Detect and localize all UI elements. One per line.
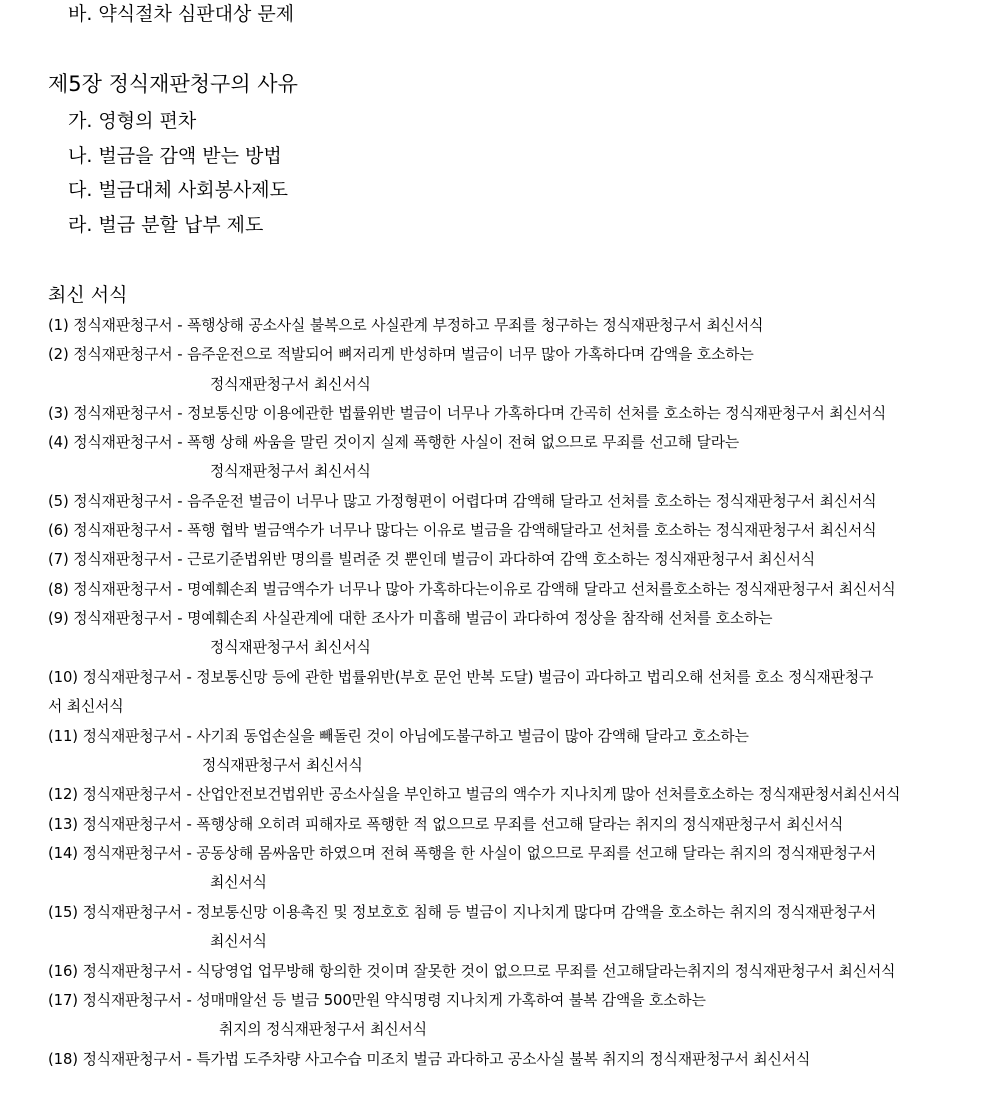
form-line: (2) 정식재판청구서 - 음주운전으로 적발되어 뼈저리게 반성하며 벌금이 너무 많아 가혹하다며 감액을 호소하는 [48,346,754,363]
form-line: (14) 정식재판청구서 - 공동상해 몸싸움만 하였으며 전혀 폭행을 한 사실이 없으므로 무죄를 선고해 달라는 취지의 정식재판청구서 [48,845,877,862]
form-line-continuation: 정식재판청구서 최신서식 [210,376,371,393]
form-line: (17) 정식재판청구서 - 성매매알선 등 벌금 500만원 약식명령 지나치게 가혹하여 불복 감액을 호소하는 [48,992,706,1009]
form-line: (5) 정식재판청구서 - 음주운전 벌금이 너무나 많고 가정형편이 어렵다며 감액해 달라고 선처를 호소하는 정식재판청구서 최신서식 [48,493,877,510]
form-line-continuation: 정식재판청구서 최신서식 [210,639,371,656]
form-line: (12) 정식재판청구서 - 산업안전보건법위반 공소사실을 부인하고 벌금의 액수가 지나치게 많아 선처를호소하는 정식재판청서최신서식 [48,786,901,803]
form-line: (18) 정식재판청구서 - 특가법 도주차량 사고수습 미조치 벌금 과다하고 공소사실 불복 취지의 정식재판청구서 최신서식 [48,1051,811,1068]
form-line: (7) 정식재판청구서 - 근로기준법위반 명의를 빌려준 것 뿐인데 벌금이 과다하여 감액 호소하는 정식재판청구서 최신서식 [48,551,816,568]
section-heading: 최신 서식 [48,284,128,306]
chapter-item: 라. 벌금 분할 납부 제도 [68,214,264,236]
form-line-continuation: 정식재판청구서 최신서식 [202,757,363,774]
top-sub-item: 바. 약식절차 심판대상 문제 [68,3,295,25]
form-line: (4) 정식재판청구서 - 폭행 상해 싸움을 말린 것이지 실제 폭행한 사실이 전혀 없으므로 무죄를 선고해 달라는 [48,434,740,451]
form-line-continuation: 취지의 정식재판청구서 최신서식 [219,1021,427,1038]
form-line: (1) 정식재판청구서 - 폭행상해 공소사실 불복으로 사실관계 부정하고 무죄를 청구하는 정식재판청구서 최신서식 [48,317,764,334]
chapter-item: 다. 벌금대체 사회봉사제도 [68,179,289,201]
form-line: (16) 정식재판청구서 - 식당영업 업무방해 항의한 것이며 잘못한 것이 없으므로 무죄를 선고해달라는취지의 정식재판청구서 최신서식 [48,963,896,980]
form-line: (8) 정식재판청구서 - 명예훼손죄 벌금액수가 너무나 많아 가혹하다는이유로 감액해 달라고 선처를호소하는 정식재판청구서 최신서식 [48,581,896,598]
form-line-continuation: 최신서식 [210,874,267,891]
form-line: (9) 정식재판청구서 - 명예훼손죄 사실관계에 대한 조사가 미흡해 벌금이 과다하여 정상을 참작해 선처를 호소하는 [48,610,773,627]
form-line-continuation: 정식재판청구서 최신서식 [210,463,371,480]
form-line: (13) 정식재판청구서 - 폭행상해 오히려 피해자로 폭행한 적 없으므로 무죄를 선고해 달라는 취지의 정식재판청구서 최신서식 [48,816,844,833]
form-line: (6) 정식재판청구서 - 폭행 협박 벌금액수가 너무나 많다는 이유로 벌금을 감액해달라고 선처를 호소하는 정식재판청구서 최신서식 [48,522,877,539]
form-line: (15) 정식재판청구서 - 정보통신망 이용촉진 및 정보호호 침해 등 벌금이 지나치게 많다며 감액을 호소하는 취지의 정식재판청구서 [48,904,877,921]
form-line: (3) 정식재판청구서 - 정보통신망 이용에관한 법률위반 벌금이 너무나 가혹하다며 간곡히 선처를 호소하는 정식재판청구서 최신서식 [48,405,887,422]
chapter-title: 제5장 정식재판청구의 사유 [48,72,298,96]
form-line-continuation: 최신서식 [210,933,267,950]
form-line: (11) 정식재판청구서 - 사기죄 동업손실을 빼돌린 것이 아님에도불구하고 벌금이 많아 감액해 달라고 호소하는 [48,728,749,745]
chapter-item: 가. 영형의 편차 [68,110,197,132]
chapter-item: 나. 벌금을 감액 받는 방법 [68,145,282,167]
form-line-continuation: 서 최신서식 [48,698,124,715]
form-line: (10) 정식재판청구서 - 정보통신망 등에 관한 법률위반(부호 문언 반복 도달) 벌금이 과다하고 법리오해 선처를 호소 정식재판청구 [48,669,874,686]
